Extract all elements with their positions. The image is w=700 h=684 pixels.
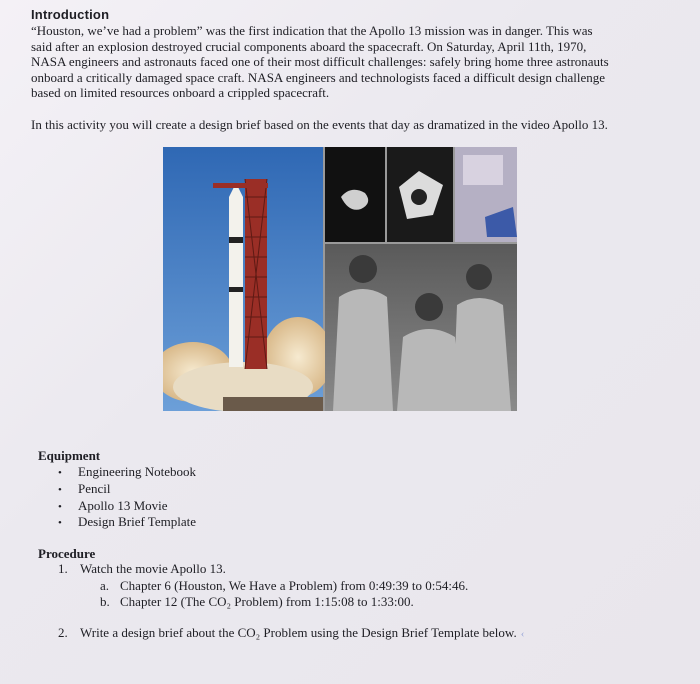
step-number: 2. (58, 625, 68, 640)
procedure-step-1 (58, 561, 226, 577)
bullet-icon: • (58, 483, 62, 496)
procedure-substep-a (100, 578, 468, 594)
list-item (58, 464, 196, 481)
introduction-heading: Introduction (31, 7, 110, 22)
procedure-heading: Procedure (38, 546, 96, 561)
equipment-item: Apollo 13 Movie (78, 497, 168, 513)
step-text: Watch the movie Apollo 13. (80, 561, 226, 576)
procedure-substep-b (100, 594, 414, 610)
equipment-heading: Equipment (38, 448, 101, 463)
step-number: 1. (58, 561, 68, 576)
bullet-icon: • (58, 517, 62, 530)
substep-letter: a. (100, 578, 110, 593)
intro-line: based on limited resources onboard a crippled spacecraft. (31, 85, 330, 101)
bullet-icon: • (58, 500, 62, 513)
apollo-photo-collage (163, 147, 517, 411)
intro-line: NASA engineers and astronauts faced one of their most difficult challenges: safely bring home three astronauts (31, 54, 609, 70)
activity-description: In this activity you will create a design brief based on the events that day as dramatized in the video Apollo 13. (31, 117, 608, 132)
text-cursor-icon: ‹ (520, 628, 525, 640)
rocket-launch-photo (163, 147, 333, 411)
collage-graphic (163, 147, 517, 411)
list-item (58, 498, 196, 515)
equipment-item: Engineering Notebook (78, 464, 197, 479)
equipment-item: Pencil (78, 480, 111, 496)
intro-line: “Houston, we’ve had a problem” was the first indication that the Apollo 13 mission was in danger. This was (31, 23, 593, 38)
step-text: Write a design brief about the CO₂ Problem using the Design Brief Template below. (80, 625, 517, 640)
intro-line: said after an explosion destroyed crucial components aboard the spacecraft. On Saturday, April 11th, 1970, (31, 38, 587, 54)
equipment-list (58, 464, 196, 531)
substep-text: Chapter 12 (The CO₂ Problem) from 1:15:08 to 1:33:00. (120, 594, 414, 609)
bullet-icon: • (58, 467, 62, 479)
list-item (58, 514, 196, 531)
introduction-paragraph (31, 23, 671, 101)
equipment-item: Design Brief Template (78, 514, 196, 530)
substep-text: Chapter 6 (Houston, We Have a Problem) from 0:49:39 to 0:54:46. (120, 578, 469, 593)
intro-line: onboard a critically damaged space craft. NASA engineers and technologists faced a difficult design challenge (31, 69, 606, 85)
substep-letter: b. (100, 594, 110, 609)
procedure-step-2 (58, 625, 524, 641)
list-item (58, 481, 196, 498)
